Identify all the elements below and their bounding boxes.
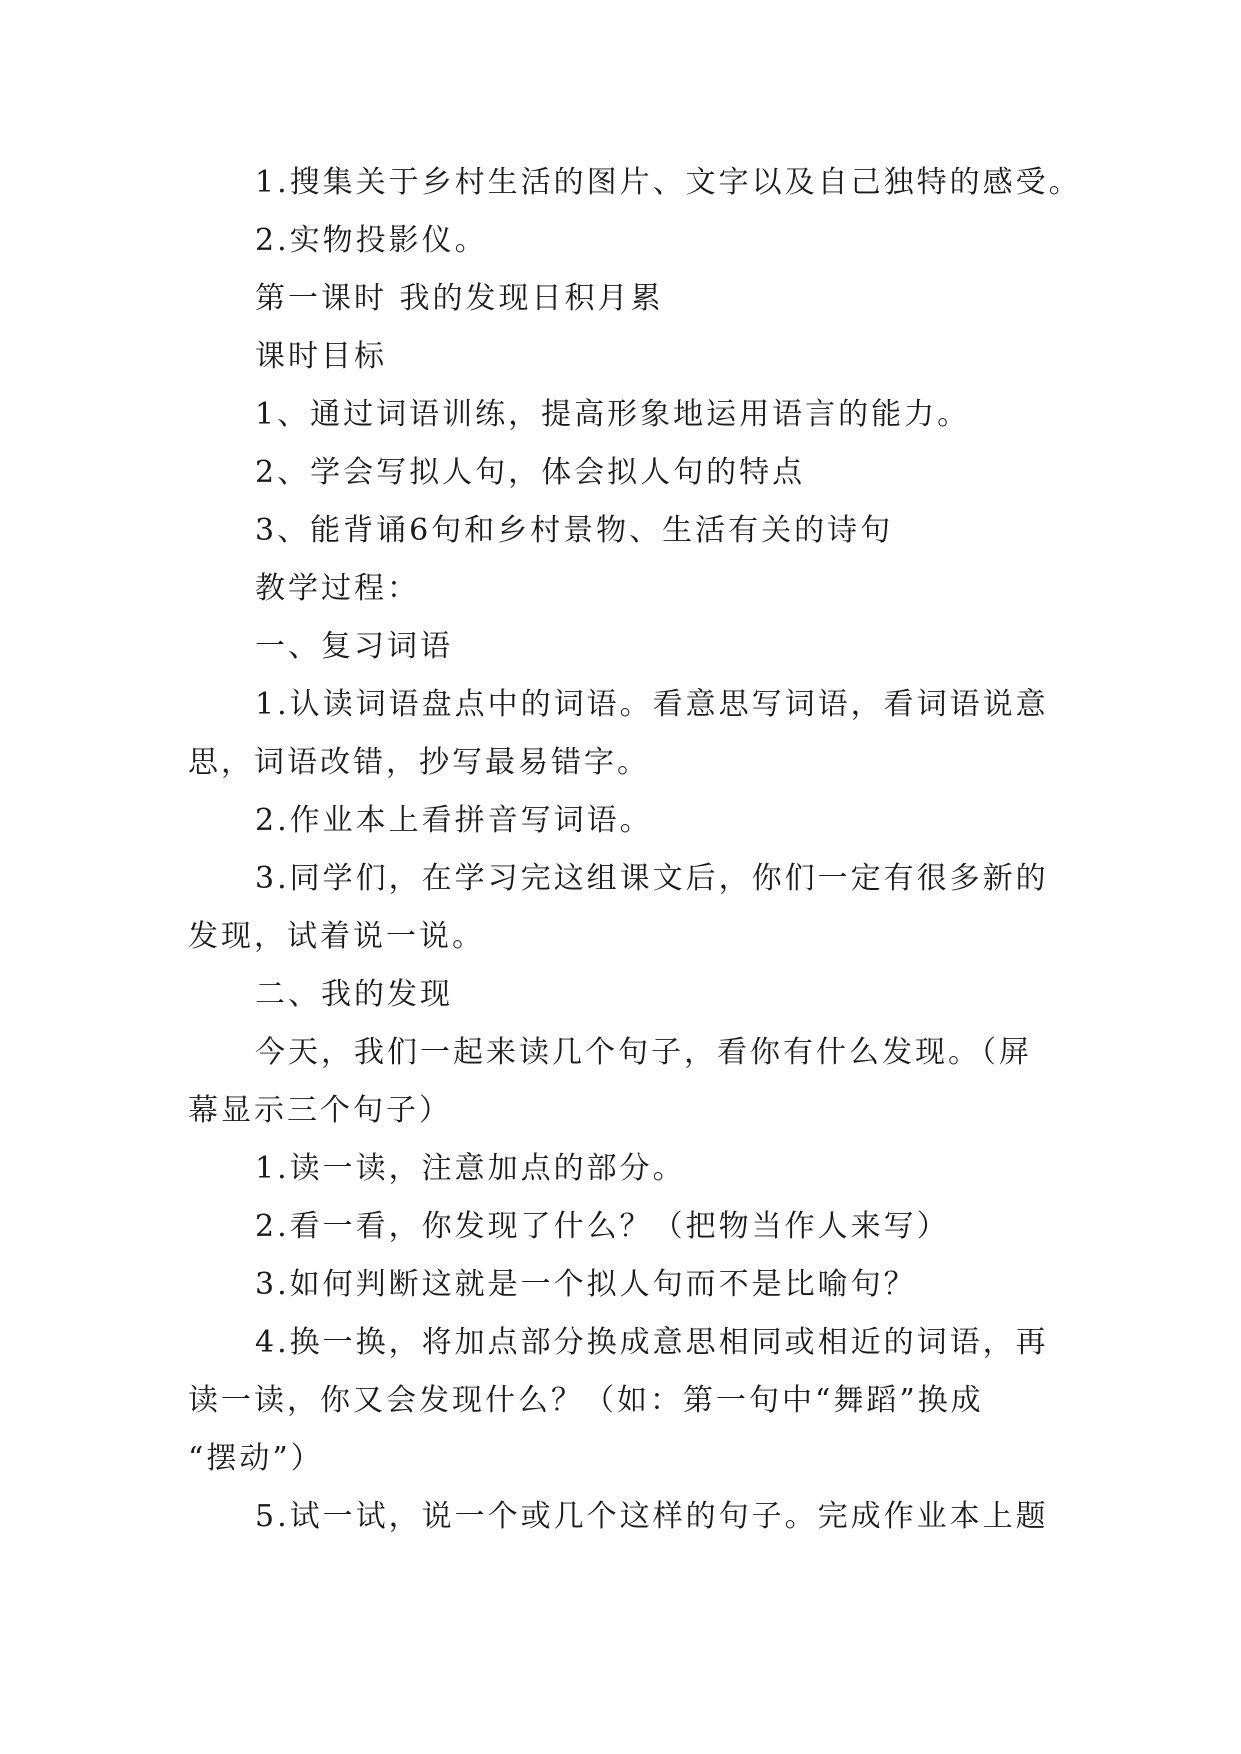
paragraph-line: 2.实物投影仪。: [255, 223, 488, 258]
paragraph-line: 今天，我们一起来读几个句子，看你有什么发现。（屏: [255, 1035, 1032, 1070]
section-heading: 教学过程：: [255, 571, 420, 606]
paragraph-line: 2、学会写拟人句，体会拟人句的特点: [255, 455, 806, 490]
paragraph-line: “摆动”）: [188, 1441, 324, 1476]
paragraph-line: 1、通过词语训练，提高形象地运用语言的能力。: [255, 397, 971, 432]
section-heading: 二、我的发现: [255, 977, 453, 1012]
paragraph-line: 1.认读词语盘点中的词语。看意思写词语，看词语说意: [255, 687, 1049, 722]
paragraph-line: 思，词语改错，抄写最易错字。: [188, 745, 650, 780]
paragraph-line: 幕显示三个句子）: [188, 1093, 452, 1128]
section-heading: 第一课时 我的发现日积月累: [255, 281, 664, 316]
paragraph-line: 3.同学们，在学习完这组课文后，你们一定有很多新的: [255, 861, 1049, 896]
paragraph-line: 发现，试着说一说。: [188, 919, 485, 954]
section-heading: 一、复习词语: [255, 629, 453, 664]
paragraph-line: 3、能背诵6句和乡村景物、生活有关的诗句: [255, 513, 894, 548]
paragraph-line: 4.换一换，将加点部分换成意思相同或相近的词语，再: [255, 1325, 1049, 1360]
paragraph-line: 1.搜集关于乡村生活的图片、文字以及自己独特的感受。: [255, 165, 1082, 200]
paragraph-line: 读一读，你又会发现什么？（如：第一句中“舞蹈”换成: [188, 1383, 984, 1418]
paragraph-line: 1.读一读，注意加点的部分。: [255, 1151, 686, 1186]
paragraph-line: 2.作业本上看拼音写词语。: [255, 803, 653, 838]
paragraph-line: 2.看一看，你发现了什么？（把物当作人来写）: [255, 1209, 950, 1244]
paragraph-line: 5.试一试，说一个或几个这样的句子。完成作业本上题: [255, 1499, 1049, 1534]
paragraph-line: 3.如何判断这就是一个拟人句而不是比喻句？: [255, 1267, 917, 1302]
section-heading: 课时目标: [255, 339, 387, 374]
